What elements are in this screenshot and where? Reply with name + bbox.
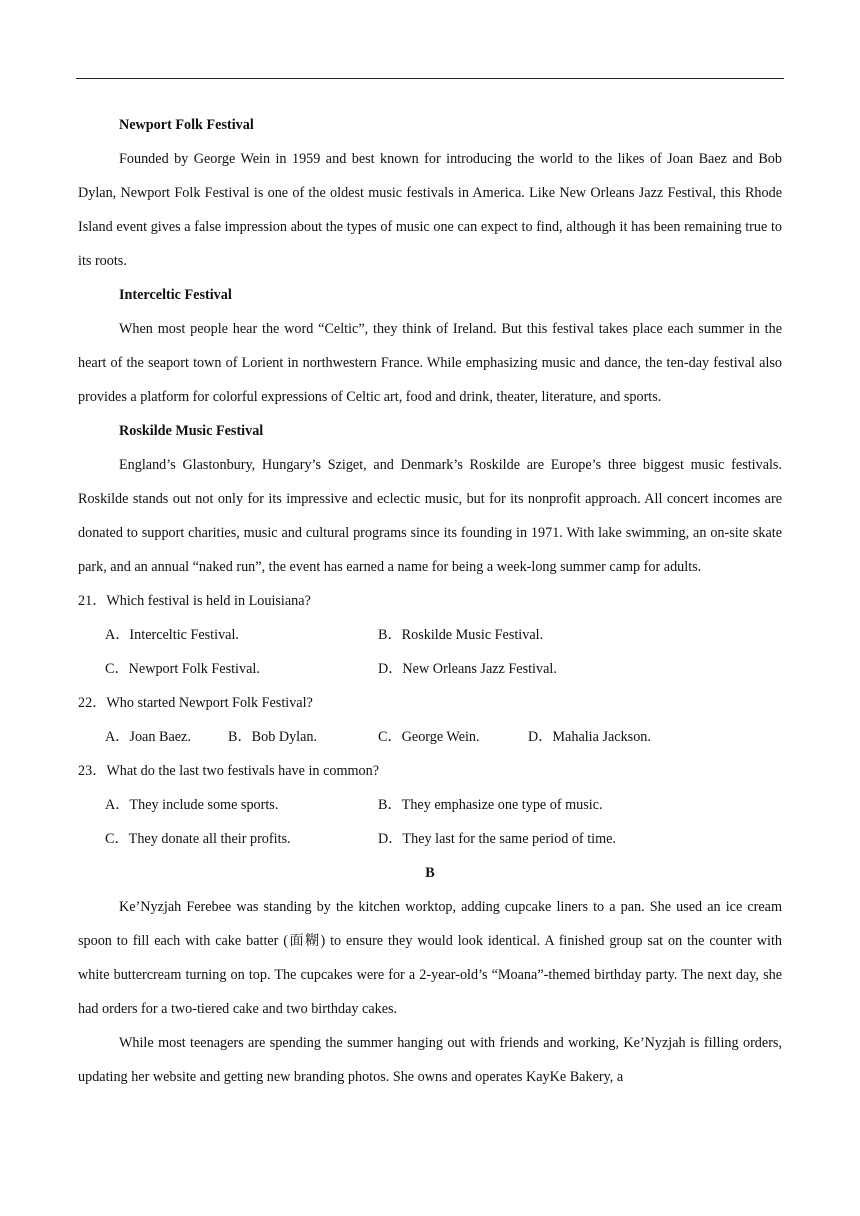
option-c: C．They donate all their profits. xyxy=(105,831,291,847)
question-stem: 22．Who started Newport Folk Festival? xyxy=(78,695,313,711)
festival-description: England’s Glastonbury, Hungary’s Sziget, and Denmark’s Roskilde are Europe’s three biggest music festivals. Roskilde stands out not only for its impressive and eclectic music, but for its nonprofit approach. All concert incomes are donated to support charities, music and cultural programs since its founding in 1971. With lake swimming, an on-site skate park, and an annual “naked run”, the event has earned a name for being a week-long summer camp for adults. xyxy=(78,457,782,575)
passage-paragraph: Ke’Nyzjah Ferebee was standing by the kitchen worktop, adding cupcake liners to a pan. She used an ice cream spoon to fill each with cake batter (面糊) to ensure they would look identical. A finished group sat on the counter with white buttercream turning on top. The cupcakes were for a 2-year-old’s “Moana”-themed birthday party. The next day, she had orders for a two-tiered cake and two birthday cakes. xyxy=(78,899,782,1017)
option-b: B．Bob Dylan. xyxy=(228,729,318,745)
header-rule xyxy=(76,78,784,79)
festival-title: Roskilde Music Festival xyxy=(119,423,264,439)
festival-title: Interceltic Festival xyxy=(119,287,232,303)
options-row xyxy=(78,618,782,652)
option-d: D．Mahalia Jackson. xyxy=(528,729,651,745)
options-row xyxy=(78,822,782,856)
option-b: B．Roskilde Music Festival. xyxy=(378,627,544,643)
question-stem: 21．Which festival is held in Louisiana? xyxy=(78,593,311,609)
document-body xyxy=(78,108,782,1094)
option-a: A．They include some sports. xyxy=(105,797,279,813)
option-a: A．Joan Baez. xyxy=(105,729,191,745)
option-d: D．New Orleans Jazz Festival. xyxy=(378,661,557,677)
options-row xyxy=(78,652,782,686)
passage-paragraph: While most teenagers are spending the summer hanging out with friends and working, Ke’Nyzjah is filling orders, updating her website and getting new branding photos. She owns and operates KayKe Bakery, a xyxy=(78,1035,782,1085)
festival-description: Founded by George Wein in 1959 and best known for introducing the world to the likes of Joan Baez and Bob Dylan, Newport Folk Festival is one of the oldest music festivals in America. Like New Orleans Jazz Festival, this Rhode Island event gives a false impression about the types of music one can expect to find, although it has been remaining true to its roots. xyxy=(78,151,782,269)
option-b: B．They emphasize one type of music. xyxy=(378,797,603,813)
section-heading: B xyxy=(425,865,435,881)
festival-description: When most people hear the word “Celtic”, they think of Ireland. But this festival takes place each summer in the heart of the seaport town of Lorient in northwestern France. While emphasizing music and dance, the ten-day festival also provides a platform for colorful expressions of Celtic art, food and drink, theater, literature, and sports. xyxy=(78,321,782,405)
festival-title: Newport Folk Festival xyxy=(119,117,254,133)
options-row xyxy=(78,720,782,754)
option-a: A．Interceltic Festival. xyxy=(105,627,239,643)
options-row xyxy=(78,788,782,822)
option-c: C．George Wein. xyxy=(378,729,480,745)
question-stem: 23．What do the last two festivals have in common? xyxy=(78,763,380,779)
option-c: C．Newport Folk Festival. xyxy=(105,661,260,677)
option-d: D．They last for the same period of time. xyxy=(378,831,616,847)
